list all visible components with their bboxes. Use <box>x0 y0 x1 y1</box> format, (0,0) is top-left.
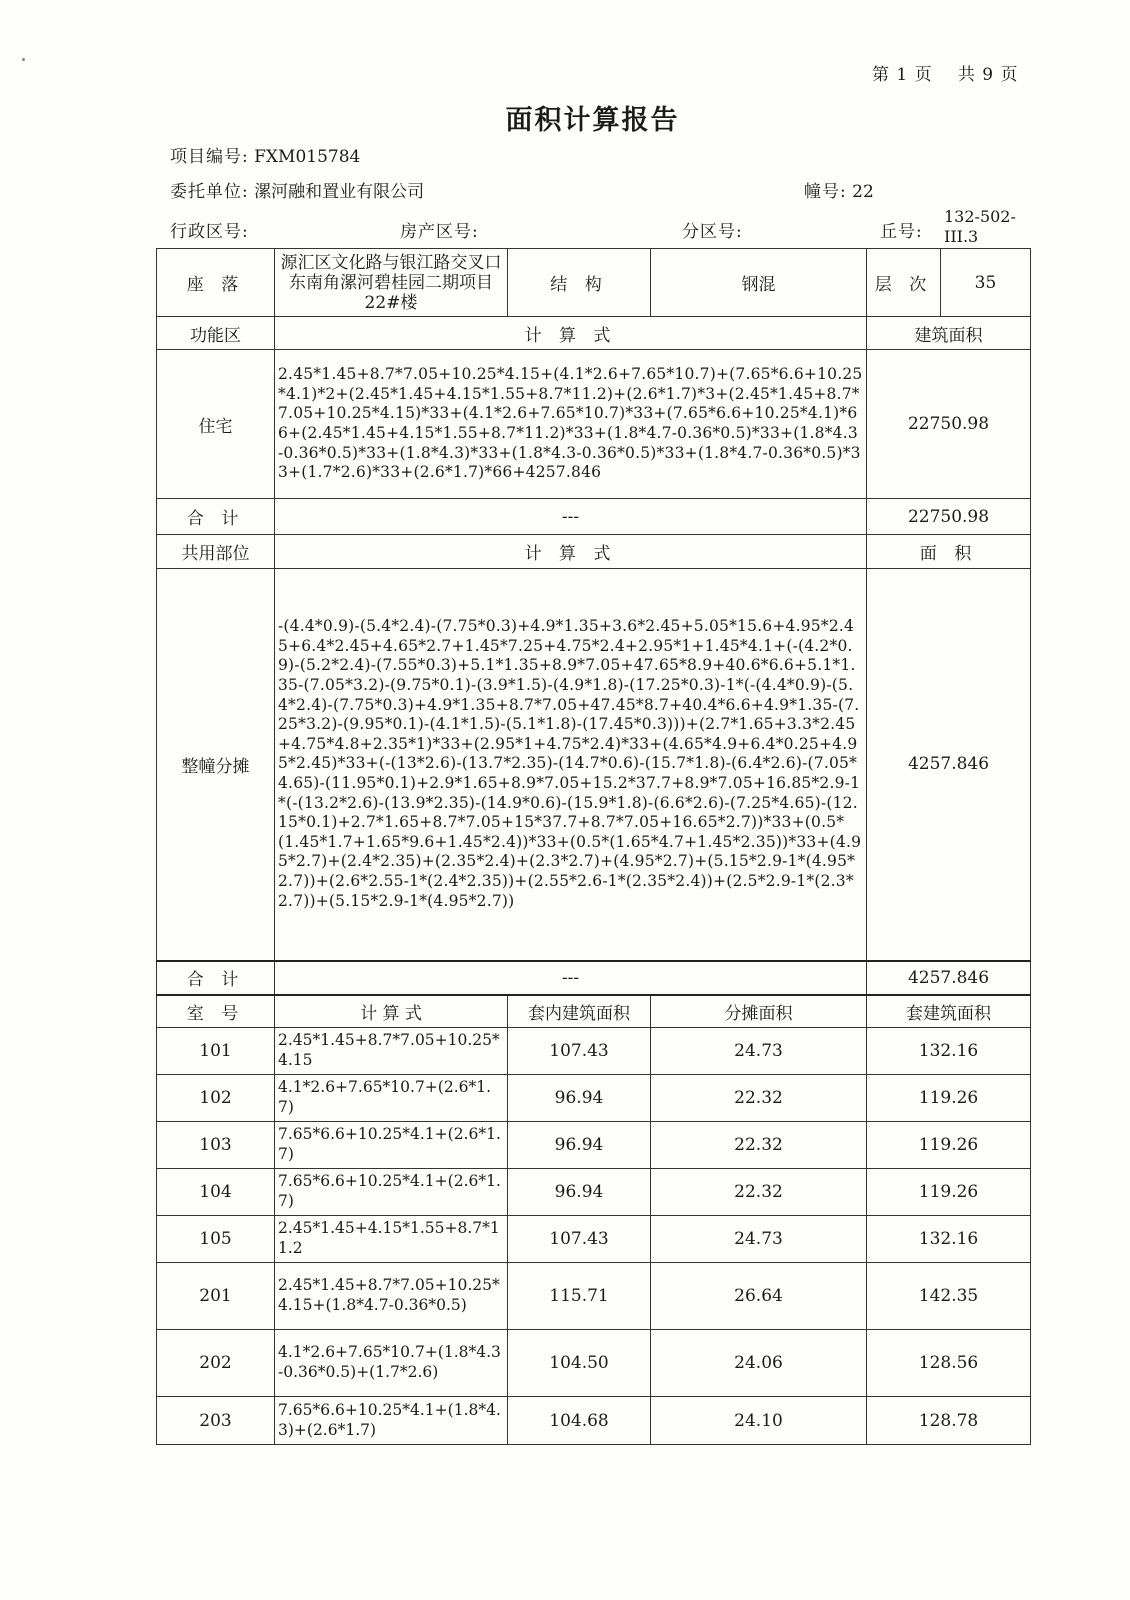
admin-district-label: 行政区号: <box>170 222 249 242</box>
room-inner-area: 104.50 <box>508 1330 651 1397</box>
room-number: 105 <box>157 1216 275 1263</box>
room-shared-area: 22.32 <box>651 1169 867 1216</box>
room-total-area: 142.35 <box>867 1263 1031 1330</box>
residential-formula: 2.45*1.45+8.7*7.05+10.25*4.15+(4.1*2.6+7.65*10.7)+(7.65*6.6+10.25*4.1)*2+(2.45*1.45+4.15*1.55+8.7*11.2)+(2.6*1.7)*3+(2.45*1.45+8.7*7.05+10.25*4.15)*33+(4.1*2.6+7.65*10.7)*33+(7.65*6.6+10.25*4.1)*66+(2.45*1.45+4.15*1.55+8.7*11.2)*33+(1.8*4.7-0.36*0.5)*33+(1.8*4.3-0.36*0.5)*33+(1.8*4.3)*33+(1.8*4.3-0.36*0.5)*33+(1.8*4.7-0.36*0.5)*33+(1.7*2.6)*33+(2.6*1.7)*66+4257.846 <box>275 350 867 499</box>
structure-label: 结 构 <box>508 249 651 317</box>
functional-total-dash: --- <box>275 499 867 535</box>
apportioned-formula: -(4.4*0.9)-(5.4*2.4)-(7.75*0.3)+4.9*1.35+3.6*2.45+5.05*15.6+4.95*2.45+6.4*2.45+4.65*2.7+1.45*7.25+4.75*2.4+2.95*1+1.45*4.1+(-(4.2*0.9)-(5.2*2.4)-(7.55*0.3)+5.1*1.35+8.9*7.05+47.65*8.9+40.6*6.6+5.1*1.35-(7.05*3.2)-(9.75*0.1)-(3.9*1.5)-(4.9*1.8)-(17.25*0.3)-1*(-(4.4*0.9)-(5.4*2.4)-(7.75*0.3)+4.9*1.35+8.7*7.05+47.45*8.7+40.4*6.6+4.9*1.35-(7.25*3.2)-(9.95*0.1)-(4.1*1.5)-(5.1*1.8)-(17.45*0.3)))+(2.7*1.65+3.3*2.45+4.75*4.8+2.35*1)*33+(2.95*1+4.75*2.4)*33+(4.65*4.9+6.4*0.25+4.95*2.45)*33+(-(13*2.6)-(13.7*2.35)-(14.7*0.6)-(15.7*1.8)-(6.4*2.6)-(7.05*4.65)-(11.95*0.1)+2.9*1.65+8.9*7.05+15.2*37.7+8.9*7.05+16.85*2.9-1*(-(13.2*2.6)-(13.9*2.35)-(14.9*0.6)-(15.9*1.8)-(6.6*2.6)-(7.25*4.65)-(12.15*0.1)+2.7*1.65+8.7*7.05+15*37.7+8.7*7.05+16.65*2.7))*33+(0.5*(1.45*1.7+1.65*9.6+1.45*2.4))*33+(0.5*(1.65*4.7+1.45*2.35))*33+(4.95*2.7)+(2.4*2.35)+(2.35*2.4)+(2.3*2.7)+(4.95*2.7)+(5.15*2.9-1*(4.95*2.7))+(2.6*2.55-1*(2.4*2.35))+(2.55*2.6-1*(2.35*2.4))+(2.5*2.9-1*(2.3*2.7))+(5.15*2.9-1*(4.95*2.7)) <box>275 569 867 961</box>
room-number: 101 <box>157 1028 275 1075</box>
hill-number-line2: III.3 <box>944 227 979 246</box>
table-row <box>157 1330 1031 1397</box>
zone-number <box>682 217 743 242</box>
total-pages-label: 共 9 页 <box>957 65 1019 85</box>
table-row <box>157 1028 1031 1075</box>
room-shared-area: 24.06 <box>651 1330 867 1397</box>
room-formula: 7.65*6.6+10.25*4.1+(2.6*1.7) <box>275 1169 508 1216</box>
room-formula: 4.1*2.6+7.65*10.7+(2.6*1.7) <box>275 1075 508 1122</box>
shared-total-dash: --- <box>275 961 867 995</box>
hill-number-line1: 132-502- <box>944 207 1016 226</box>
admin-district <box>170 217 249 242</box>
functional-total-value: 22750.98 <box>867 499 1031 535</box>
room-inner-area: 104.68 <box>508 1397 651 1445</box>
page-label: 第 1 页 <box>872 65 933 85</box>
residential-label: 住宅 <box>157 350 275 499</box>
client <box>170 177 424 202</box>
apportioned-label: 整幢分摊 <box>157 569 275 961</box>
project-number-label: 项目编号: <box>170 147 249 167</box>
hill-number-value <box>944 207 1016 247</box>
location-label: 座 落 <box>157 249 275 317</box>
room-total-area: 119.26 <box>867 1075 1031 1122</box>
building-number <box>804 177 874 202</box>
apportioned-area: 4257.846 <box>867 569 1031 961</box>
room-number: 103 <box>157 1122 275 1169</box>
room-number: 102 <box>157 1075 275 1122</box>
building-label: 幢号: <box>804 182 847 202</box>
floors-value: 35 <box>941 249 1031 317</box>
shared-formula-header: 计 算 式 <box>275 535 867 569</box>
client-label: 委托单位: <box>170 182 249 202</box>
room-inner-area: 96.94 <box>508 1122 651 1169</box>
floors-label: 层 次 <box>867 249 941 317</box>
room-total-area: 132.16 <box>867 1028 1031 1075</box>
room-number: 203 <box>157 1397 275 1445</box>
hill-number <box>880 217 923 242</box>
room-inner-area: 115.71 <box>508 1263 651 1330</box>
room-number: 201 <box>157 1263 275 1330</box>
table-row <box>157 1263 1031 1330</box>
scan-speck <box>22 58 25 61</box>
table-row <box>157 1397 1031 1445</box>
property-district-label: 房产区号: <box>400 222 479 242</box>
page-number <box>872 60 1024 85</box>
residential-area: 22750.98 <box>867 350 1031 499</box>
functional-total-row <box>157 499 1031 535</box>
hill-number-label: 丘号: <box>880 222 923 242</box>
room-total-area: 128.78 <box>867 1397 1031 1445</box>
inner-area-header: 套内建筑面积 <box>508 995 651 1028</box>
room-formula: 2.45*1.45+8.7*7.05+10.25*4.15 <box>275 1028 508 1075</box>
functional-area-header: 功能区 <box>157 317 275 350</box>
area-calculation-table <box>156 248 1031 1445</box>
project-number <box>170 142 360 167</box>
page-title: 面积计算报告 <box>505 105 680 136</box>
room-shared-area: 22.32 <box>651 1075 867 1122</box>
room-inner-area: 96.94 <box>508 1169 651 1216</box>
functional-header-row <box>157 317 1031 350</box>
room-formula: 7.65*6.6+10.25*4.1+(1.8*4.3)+(2.6*1.7) <box>275 1397 508 1445</box>
shared-total-row <box>157 961 1031 995</box>
table-row <box>157 1169 1031 1216</box>
building-value: 22 <box>852 182 874 202</box>
room-shared-area: 26.64 <box>651 1263 867 1330</box>
room-total-area: 128.56 <box>867 1330 1031 1397</box>
shared-total-value: 4257.846 <box>867 961 1031 995</box>
shared-total-label: 合 计 <box>157 961 275 995</box>
room-total-area: 132.16 <box>867 1216 1031 1263</box>
zone-number-label: 分区号: <box>682 222 743 242</box>
location-value: 源汇区文化路与银江路交叉口东南角漯河碧桂园二期项目22#楼 <box>275 249 508 317</box>
suite-area-header: 套建筑面积 <box>867 995 1031 1028</box>
room-shared-area: 24.10 <box>651 1397 867 1445</box>
room-inner-area: 107.43 <box>508 1216 651 1263</box>
summary-row <box>157 249 1031 317</box>
room-formula: 2.45*1.45+4.15*1.55+8.7*11.2 <box>275 1216 508 1263</box>
room-number-header: 室 号 <box>157 995 275 1028</box>
structure-value: 钢混 <box>651 249 867 317</box>
client-value: 漯河融和置业有限公司 <box>254 182 425 202</box>
table-row <box>157 1122 1031 1169</box>
room-formula: 2.45*1.45+8.7*7.05+10.25*4.15+(1.8*4.7-0.36*0.5) <box>275 1263 508 1330</box>
building-area-header: 建筑面积 <box>867 317 1031 350</box>
apportioned-row <box>157 569 1031 961</box>
shared-header-row <box>157 535 1031 569</box>
room-formula: 7.65*6.6+10.25*4.1+(2.6*1.7) <box>275 1122 508 1169</box>
room-number: 104 <box>157 1169 275 1216</box>
project-number-value: FXM015784 <box>254 147 361 167</box>
table-row <box>157 1075 1031 1122</box>
residential-row <box>157 350 1031 499</box>
room-inner-area: 96.94 <box>508 1075 651 1122</box>
property-district <box>400 217 479 242</box>
rooms-header-row <box>157 995 1031 1028</box>
room-total-area: 119.26 <box>867 1122 1031 1169</box>
shared-part-header: 共用部位 <box>157 535 275 569</box>
room-shared-area: 24.73 <box>651 1028 867 1075</box>
room-formula: 4.1*2.6+7.65*10.7+(1.8*4.3-0.36*0.5)+(1.7*2.6) <box>275 1330 508 1397</box>
table-row <box>157 1216 1031 1263</box>
room-shared-area: 24.73 <box>651 1216 867 1263</box>
shared-area-col-header: 分摊面积 <box>651 995 867 1028</box>
functional-total-label: 合 计 <box>157 499 275 535</box>
room-total-area: 119.26 <box>867 1169 1031 1216</box>
room-formula-header: 计 算 式 <box>275 995 508 1028</box>
room-shared-area: 22.32 <box>651 1122 867 1169</box>
shared-area-header: 面 积 <box>867 535 1031 569</box>
formula-header: 计 算 式 <box>275 317 867 350</box>
room-number: 202 <box>157 1330 275 1397</box>
room-inner-area: 107.43 <box>508 1028 651 1075</box>
